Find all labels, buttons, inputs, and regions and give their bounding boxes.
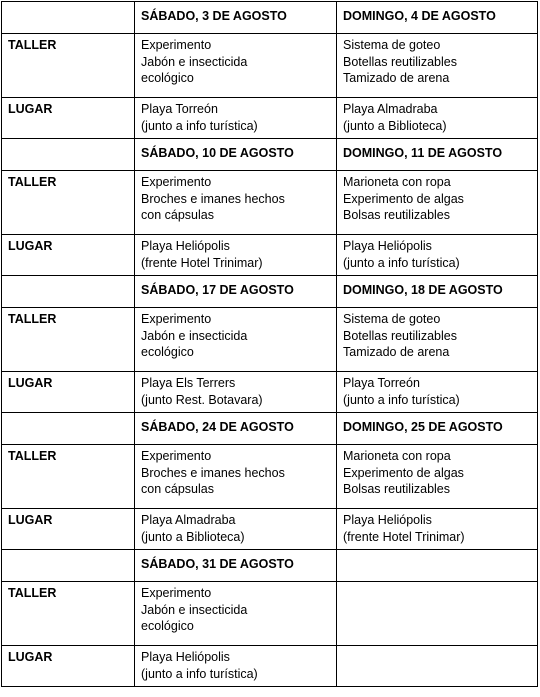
lugar-row: [2, 646, 538, 687]
cell-line: con cápsulas: [141, 208, 214, 223]
cell-line: Marioneta con ropa: [343, 449, 451, 463]
saturday-lugar: [135, 646, 337, 687]
cell-line: Playa Heliópolis: [141, 650, 230, 664]
sunday-date: DOMINGO, 25 DE AGOSTO: [337, 413, 538, 445]
date-row: [2, 139, 538, 171]
cell-line: Playa Torreón: [343, 376, 420, 390]
saturday-taller: [135, 171, 337, 235]
sunday-taller: [337, 582, 538, 646]
cell-line: Playa Heliópolis: [141, 239, 230, 253]
lugar-label: LUGAR: [2, 646, 135, 687]
cell-line: (junto a Biblioteca): [343, 118, 447, 133]
sunday-lugar: [337, 509, 538, 550]
taller-label: TALLER: [2, 171, 135, 235]
schedule-body: [2, 2, 538, 687]
lugar-row: [2, 372, 538, 413]
corner-cell: [2, 2, 135, 34]
cell-line: Tamizado de arena: [343, 71, 450, 86]
cell-line: Tamizado de arena: [343, 345, 450, 360]
cell-line: ecológico: [141, 619, 194, 634]
schedule-table: [1, 1, 538, 687]
sunday-taller: [337, 308, 538, 372]
cell-line: Playa Almadraba: [343, 102, 438, 116]
cell-line: Experimento: [141, 449, 212, 463]
cell-line: (junto a info turística): [343, 255, 460, 270]
cell-line: Jabón e insecticida: [141, 328, 248, 343]
corner-cell: [2, 139, 135, 171]
lugar-label: LUGAR: [2, 235, 135, 276]
corner-cell: [2, 550, 135, 582]
sunday-date: [337, 550, 538, 582]
cell-line: ecológico: [141, 71, 194, 86]
taller-row: [2, 445, 538, 509]
cell-line: Experimento: [141, 312, 212, 326]
taller-label: TALLER: [2, 308, 135, 372]
date-row: [2, 276, 538, 308]
cell-line: Botellas reutilizables: [343, 54, 457, 69]
saturday-lugar: [135, 509, 337, 550]
cell-line: (frente Hotel Trinimar): [343, 529, 465, 544]
cell-line: Experimento: [141, 38, 212, 52]
cell-line: Experimento: [141, 175, 212, 189]
cell-line: Sistema de goteo: [343, 38, 441, 52]
saturday-date: SÁBADO, 17 DE AGOSTO: [135, 276, 337, 308]
cell-line: Marioneta con ropa: [343, 175, 451, 189]
sunday-lugar: [337, 646, 538, 687]
corner-cell: [2, 276, 135, 308]
cell-line: (frente Hotel Trinimar): [141, 255, 263, 270]
lugar-label: LUGAR: [2, 98, 135, 139]
lugar-row: [2, 509, 538, 550]
cell-line: Playa Almadraba: [141, 513, 236, 527]
date-row: [2, 2, 538, 34]
cell-line: Broches e imanes hechos: [141, 465, 285, 480]
saturday-taller: [135, 34, 337, 98]
taller-label: TALLER: [2, 445, 135, 509]
sunday-lugar: [337, 372, 538, 413]
taller-row: [2, 582, 538, 646]
taller-label: TALLER: [2, 582, 135, 646]
cell-line: Playa Heliópolis: [343, 513, 432, 527]
cell-line: Broches e imanes hechos: [141, 191, 285, 206]
cell-line: Playa Torreón: [141, 102, 218, 116]
cell-line: Experimento: [141, 586, 212, 600]
taller-row: [2, 34, 538, 98]
lugar-label: LUGAR: [2, 372, 135, 413]
saturday-taller: [135, 582, 337, 646]
cell-line: Sistema de goteo: [343, 312, 441, 326]
saturday-date: SÁBADO, 24 DE AGOSTO: [135, 413, 337, 445]
corner-cell: [2, 413, 135, 445]
saturday-date: SÁBADO, 10 DE AGOSTO: [135, 139, 337, 171]
cell-line: (junto a Biblioteca): [141, 529, 245, 544]
lugar-row: [2, 235, 538, 276]
cell-line: Experimento de algas: [343, 465, 464, 480]
cell-line: (junto Rest. Botavara): [141, 392, 263, 407]
sunday-lugar: [337, 98, 538, 139]
cell-line: (junto a info turística): [343, 392, 460, 407]
lugar-row: [2, 98, 538, 139]
saturday-date: SÁBADO, 3 DE AGOSTO: [135, 2, 337, 34]
cell-line: Experimento de algas: [343, 191, 464, 206]
taller-row: [2, 171, 538, 235]
cell-line: Bolsas reutilizables: [343, 208, 450, 223]
cell-line: Jabón e insecticida: [141, 602, 248, 617]
cell-line: Jabón e insecticida: [141, 54, 248, 69]
cell-line: Bolsas reutilizables: [343, 482, 450, 497]
saturday-date: SÁBADO, 31 DE AGOSTO: [135, 550, 337, 582]
sunday-taller: [337, 445, 538, 509]
taller-label: TALLER: [2, 34, 135, 98]
saturday-taller: [135, 445, 337, 509]
lugar-label: LUGAR: [2, 509, 135, 550]
sunday-date: DOMINGO, 18 DE AGOSTO: [337, 276, 538, 308]
date-row: [2, 550, 538, 582]
sunday-taller: [337, 34, 538, 98]
cell-line: con cápsulas: [141, 482, 214, 497]
cell-line: (junto a info turística): [141, 118, 258, 133]
cell-line: (junto a info turística): [141, 666, 258, 681]
sunday-date: DOMINGO, 4 DE AGOSTO: [337, 2, 538, 34]
cell-line: Playa Heliópolis: [343, 239, 432, 253]
saturday-lugar: [135, 235, 337, 276]
sunday-date: DOMINGO, 11 DE AGOSTO: [337, 139, 538, 171]
date-row: [2, 413, 538, 445]
taller-row: [2, 308, 538, 372]
saturday-taller: [135, 308, 337, 372]
saturday-lugar: [135, 372, 337, 413]
cell-line: Playa Els Terrers: [141, 376, 236, 390]
sunday-taller: [337, 171, 538, 235]
saturday-lugar: [135, 98, 337, 139]
cell-line: Botellas reutilizables: [343, 328, 457, 343]
sunday-lugar: [337, 235, 538, 276]
cell-line: ecológico: [141, 345, 194, 360]
